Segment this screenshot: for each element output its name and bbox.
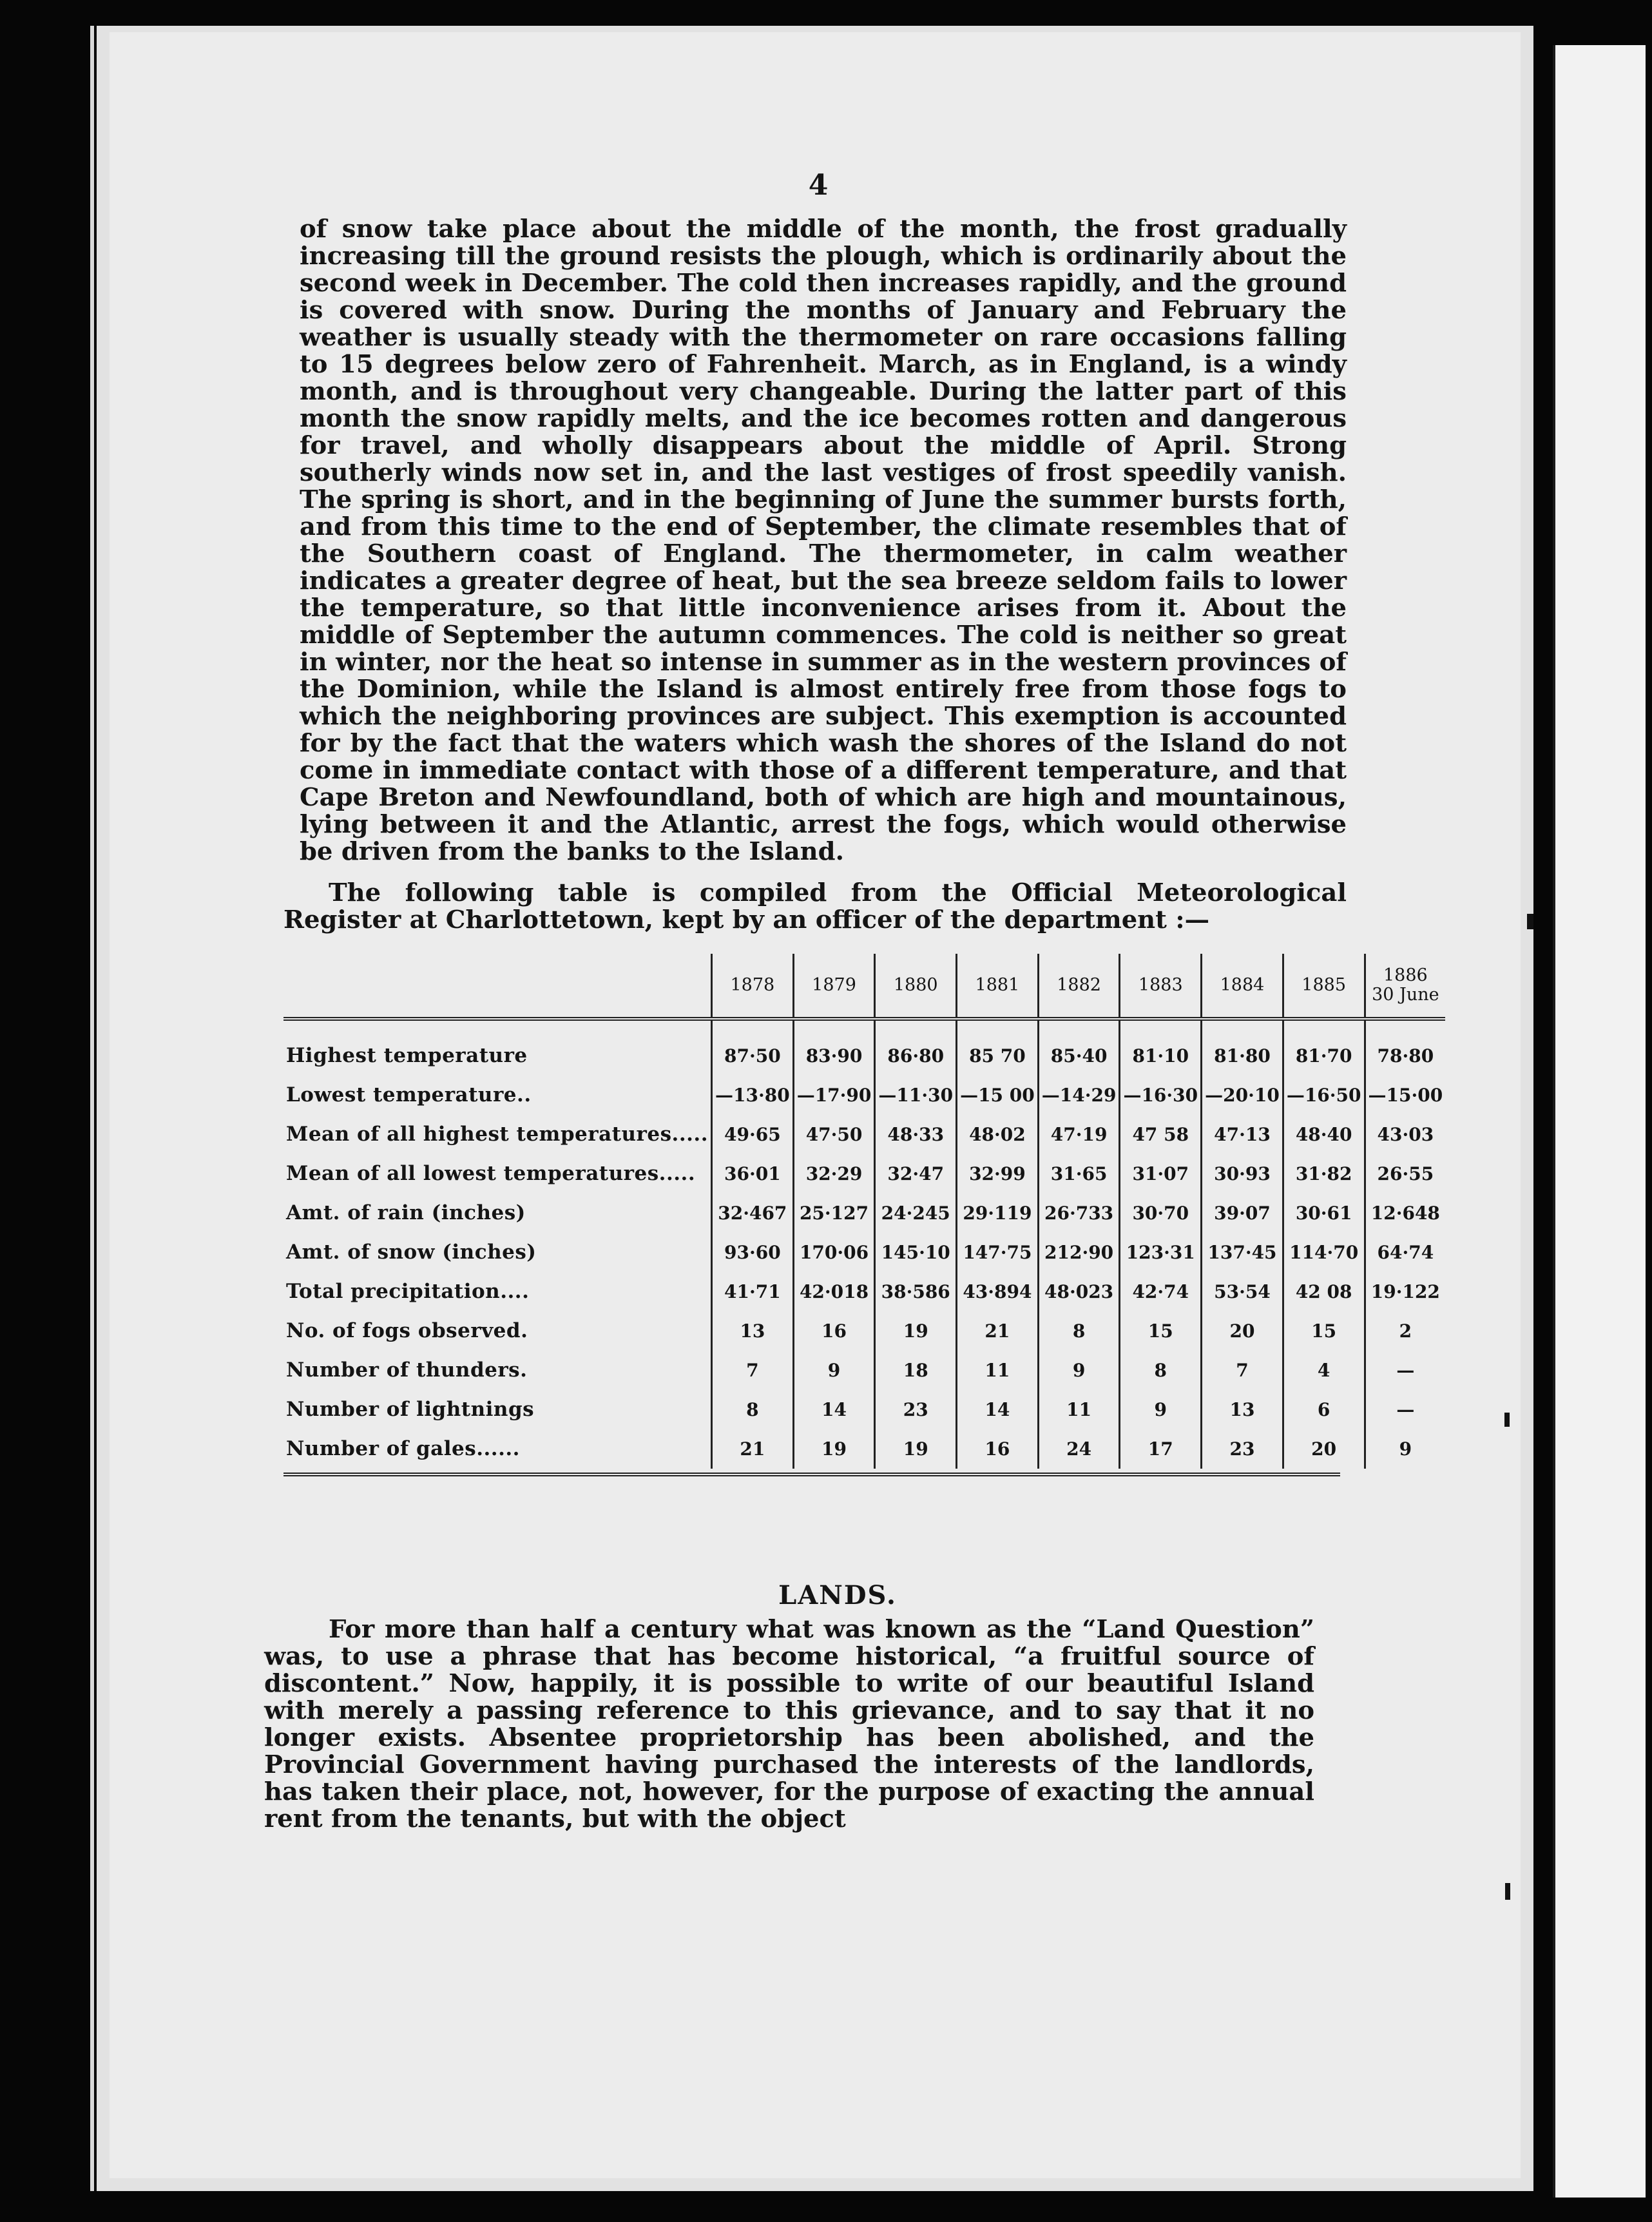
table-cell: 93·60 — [712, 1233, 794, 1272]
table-bottom-rule — [283, 1473, 1340, 1476]
table-cell: 24 — [1038, 1429, 1120, 1469]
table-cell: 87·50 — [712, 1019, 794, 1076]
table-column-header: 1881 — [957, 954, 1039, 1019]
table-cell: 42·018 — [793, 1272, 875, 1311]
table-cell: 20 — [1202, 1311, 1283, 1351]
table-cell: 11 — [1038, 1390, 1120, 1429]
table-cell: 15 — [1120, 1311, 1202, 1351]
table-cell: 86·80 — [875, 1019, 957, 1076]
scan-border — [90, 26, 94, 2191]
table-cell: 47 58 — [1120, 1115, 1202, 1154]
table-row — [283, 1193, 1445, 1233]
adjacent-page-edge — [1553, 45, 1646, 2198]
table-row — [283, 1154, 1445, 1193]
table-cell: 85·40 — [1038, 1019, 1120, 1076]
table-column-header: 1882 — [1038, 954, 1120, 1019]
scan-speck — [1504, 1413, 1510, 1427]
table-cell: 48·40 — [1283, 1115, 1365, 1154]
table-cell: — — [1365, 1390, 1445, 1429]
table-cell: 31·82 — [1283, 1154, 1365, 1193]
table-cell: 47·50 — [793, 1115, 875, 1154]
scan-speck — [1505, 1883, 1510, 1900]
row-label: Lowest temperature.. — [286, 1083, 532, 1106]
table-cell: 123·31 — [1120, 1233, 1202, 1272]
table-body — [283, 1019, 1445, 1469]
table-cell: 31·07 — [1120, 1154, 1202, 1193]
table-cell: 15 — [1283, 1311, 1365, 1351]
table-cell: 83·90 — [793, 1019, 875, 1076]
table-cell: 114·70 — [1283, 1233, 1365, 1272]
table-cell: 14 — [957, 1390, 1039, 1429]
table-cell: 43·03 — [1365, 1115, 1445, 1154]
table-cell: 19 — [875, 1429, 957, 1469]
row-label: Total precipitation.... — [286, 1280, 530, 1303]
table-cell: 49·65 — [712, 1115, 794, 1154]
table-cell: 81·70 — [1283, 1019, 1365, 1076]
table-cell: 20 — [1283, 1429, 1365, 1469]
table-cell: —13·80 — [712, 1076, 794, 1115]
table-cell: 11 — [957, 1351, 1039, 1390]
table-cell: 32·467 — [712, 1193, 794, 1233]
table-cell: 64·74 — [1365, 1233, 1445, 1272]
table-cell: 26·733 — [1038, 1193, 1120, 1233]
table-cell: —16·30 — [1120, 1076, 1202, 1115]
table-cell: 23 — [1202, 1429, 1283, 1469]
row-label: Number of thunders. — [286, 1358, 528, 1382]
table-row — [283, 1390, 1445, 1429]
table-cell: —20·10 — [1202, 1076, 1283, 1115]
table-cell: 147·75 — [957, 1233, 1039, 1272]
table-cell: 9 — [1365, 1429, 1445, 1469]
table-row — [283, 1115, 1445, 1154]
table-cell: 53·54 — [1202, 1272, 1283, 1311]
table-cell: 19 — [793, 1429, 875, 1469]
table-cell: 145·10 — [875, 1233, 957, 1272]
table-cell: 7 — [1202, 1351, 1283, 1390]
table-header-row — [283, 954, 1445, 1019]
table-row — [283, 1272, 1445, 1311]
table-cell: —16·50 — [1283, 1076, 1365, 1115]
table-header-stub — [283, 954, 712, 1019]
table-cell: 32·47 — [875, 1154, 957, 1193]
table-cell: 16 — [957, 1429, 1039, 1469]
table-row — [283, 1233, 1445, 1272]
table-cell: 12·648 — [1365, 1193, 1445, 1233]
row-label: Number of lightnings — [286, 1398, 535, 1421]
row-label: Amt. of snow (inches) — [286, 1241, 537, 1264]
table-row — [283, 1429, 1445, 1469]
table-cell: 39·07 — [1202, 1193, 1283, 1233]
row-label: Amt. of rain (inches) — [286, 1201, 526, 1224]
row-label: Number of gales...... — [286, 1437, 520, 1460]
row-label: Mean of all highest temperatures..... — [286, 1123, 708, 1146]
table-cell: 8 — [712, 1390, 794, 1429]
meteorological-table — [283, 954, 1445, 1469]
climate-paragraph: of snow take place about the middle of the month, the frost gradually increasing till the ground resists the plough, which is ordinarily about the second week in December. The cold then increases rapidly, and the ground is covered with snow. During the months of January and February the weather is usually steady with the thermometer on rare occasions falling to 15 degrees below zero of Fahrenheit. March, as in England, is a windy month, and is throughout very changeable. During the latter part of this month the snow rapidly melts, and the ice becomes rotten and dangerous for travel, and wholly disappears about the middle of April. Strong southerly winds now set in, and the last vestiges of frost speedily vanish. The spring is short, and in the beginning of June the summer bursts forth, and from this time to the end of September, the climate resembles that of the Southern coast of England. The thermometer, in calm weather indicates a greater degree of heat, but the sea breeze seldom fails to lower the temperature, so that little inconvenience arises from it. About the middle of September the autumn commences. The cold is neither so great in winter, nor the heat so intense in summer as in the western provinces of the Dominion, while the Island is almost entirely free from those fogs to which the neighboring provinces are subject. This exemption is accounted for by the fact that the waters which wash the shores of the Island do not come in immediate contact with those of a different temperature, and that Cape Breton and Newfoundland, both of which are high and mountainous, lying between it and the Atlantic, arrest the fogs, which would otherwise be driven from the banks to the Island. — [300, 215, 1347, 866]
table-cell: —11·30 — [875, 1076, 957, 1115]
row-label: Highest temperature — [286, 1044, 528, 1067]
table-row — [283, 1351, 1445, 1390]
table-cell: 81·80 — [1202, 1019, 1283, 1076]
table-cell: 32·99 — [957, 1154, 1039, 1193]
table-cell: 13 — [712, 1311, 794, 1351]
table-row — [283, 1019, 1445, 1076]
table-column-header: 1883 — [1120, 954, 1202, 1019]
table-cell: 8 — [1038, 1311, 1120, 1351]
table-cell: 41·71 — [712, 1272, 794, 1311]
lands-paragraph: For more than half a century what was known as the “Land Question” was, to use a phrase that has become historical, “a fruitful source of discontent.” Now, happily, it is possible to write of our beautiful Island with merely a passing reference to this grievance, and to say that it no longer exists. Absentee proprietorship has been abolished, and the Provincial Government having purchased the interests of the landlords, has taken their place, not, however, for the purpose of exacting the annual rent from the tenants, but with the object — [264, 1615, 1314, 1833]
table-cell: 78·80 — [1365, 1019, 1445, 1076]
table-cell: 30·70 — [1120, 1193, 1202, 1233]
table-cell: 24·245 — [875, 1193, 957, 1233]
table-cell: —14·29 — [1038, 1076, 1120, 1115]
table-column-header: 1878 — [712, 954, 794, 1019]
table-cell: 16 — [793, 1311, 875, 1351]
table-column-header: 1884 — [1202, 954, 1283, 1019]
table-cell: 48·02 — [957, 1115, 1039, 1154]
table-cell: 81·10 — [1120, 1019, 1202, 1076]
table-cell: 9 — [793, 1351, 875, 1390]
table-cell: 26·55 — [1365, 1154, 1445, 1193]
table-cell: 9 — [1038, 1351, 1120, 1390]
table-cell: —15·00 — [1365, 1076, 1445, 1115]
table-cell: 7 — [712, 1351, 794, 1390]
table-cell: 42·74 — [1120, 1272, 1202, 1311]
row-label: Mean of all lowest temperatures..... — [286, 1162, 696, 1185]
table-cell: 25·127 — [793, 1193, 875, 1233]
table-cell: 18 — [875, 1351, 957, 1390]
table-row — [283, 1311, 1445, 1351]
table-cell: 48·023 — [1038, 1272, 1120, 1311]
table-cell: 42 08 — [1283, 1272, 1365, 1311]
table-cell: 13 — [1202, 1390, 1283, 1429]
table-intro-paragraph: The following table is compiled from the Official Meteorological Register at Charlottetown, kept by an officer of the department :— — [283, 878, 1347, 934]
table-cell: 4 — [1283, 1351, 1365, 1390]
table-cell: 32·29 — [793, 1154, 875, 1193]
meteorological-table-container — [283, 954, 1443, 1476]
table-cell: 9 — [1120, 1390, 1202, 1429]
table-cell: 2 — [1365, 1311, 1445, 1351]
table-cell: 30·93 — [1202, 1154, 1283, 1193]
table-cell: 47·13 — [1202, 1115, 1283, 1154]
scan-speck — [1527, 914, 1533, 929]
table-cell: 29·119 — [957, 1193, 1039, 1233]
table-cell: 30·61 — [1283, 1193, 1365, 1233]
table-cell: 14 — [793, 1390, 875, 1429]
table-cell: 19·122 — [1365, 1272, 1445, 1311]
table-cell: 47·19 — [1038, 1115, 1120, 1154]
table-cell: 23 — [875, 1390, 957, 1429]
table-cell: 43·894 — [957, 1272, 1039, 1311]
table-cell: 137·45 — [1202, 1233, 1283, 1272]
table-cell: —17·90 — [793, 1076, 875, 1115]
row-label: No. of fogs observed. — [286, 1319, 528, 1342]
table-cell: —15 00 — [957, 1076, 1039, 1115]
table-cell: 36·01 — [712, 1154, 794, 1193]
table-cell: 85 70 — [957, 1019, 1039, 1076]
table-row — [283, 1076, 1445, 1115]
table-cell: — — [1365, 1351, 1445, 1390]
section-heading: LANDS. — [778, 1580, 897, 1610]
table-column-header: 1886 30 June — [1365, 954, 1445, 1019]
table-cell: 21 — [712, 1429, 794, 1469]
table-cell: 170·06 — [793, 1233, 875, 1272]
table-column-header: 1879 — [793, 954, 875, 1019]
table-cell: 19 — [875, 1311, 957, 1351]
table-cell: 8 — [1120, 1351, 1202, 1390]
table-cell: 212·90 — [1038, 1233, 1120, 1272]
table-column-header: 1880 — [875, 954, 957, 1019]
table-cell: 21 — [957, 1311, 1039, 1351]
table-cell: 38·586 — [875, 1272, 957, 1311]
table-cell: 31·65 — [1038, 1154, 1120, 1193]
table-column-header: 1885 — [1283, 954, 1365, 1019]
table-cell: 6 — [1283, 1390, 1365, 1429]
table-cell: 17 — [1120, 1429, 1202, 1469]
table-cell: 48·33 — [875, 1115, 957, 1154]
page-number: 4 — [808, 169, 829, 202]
